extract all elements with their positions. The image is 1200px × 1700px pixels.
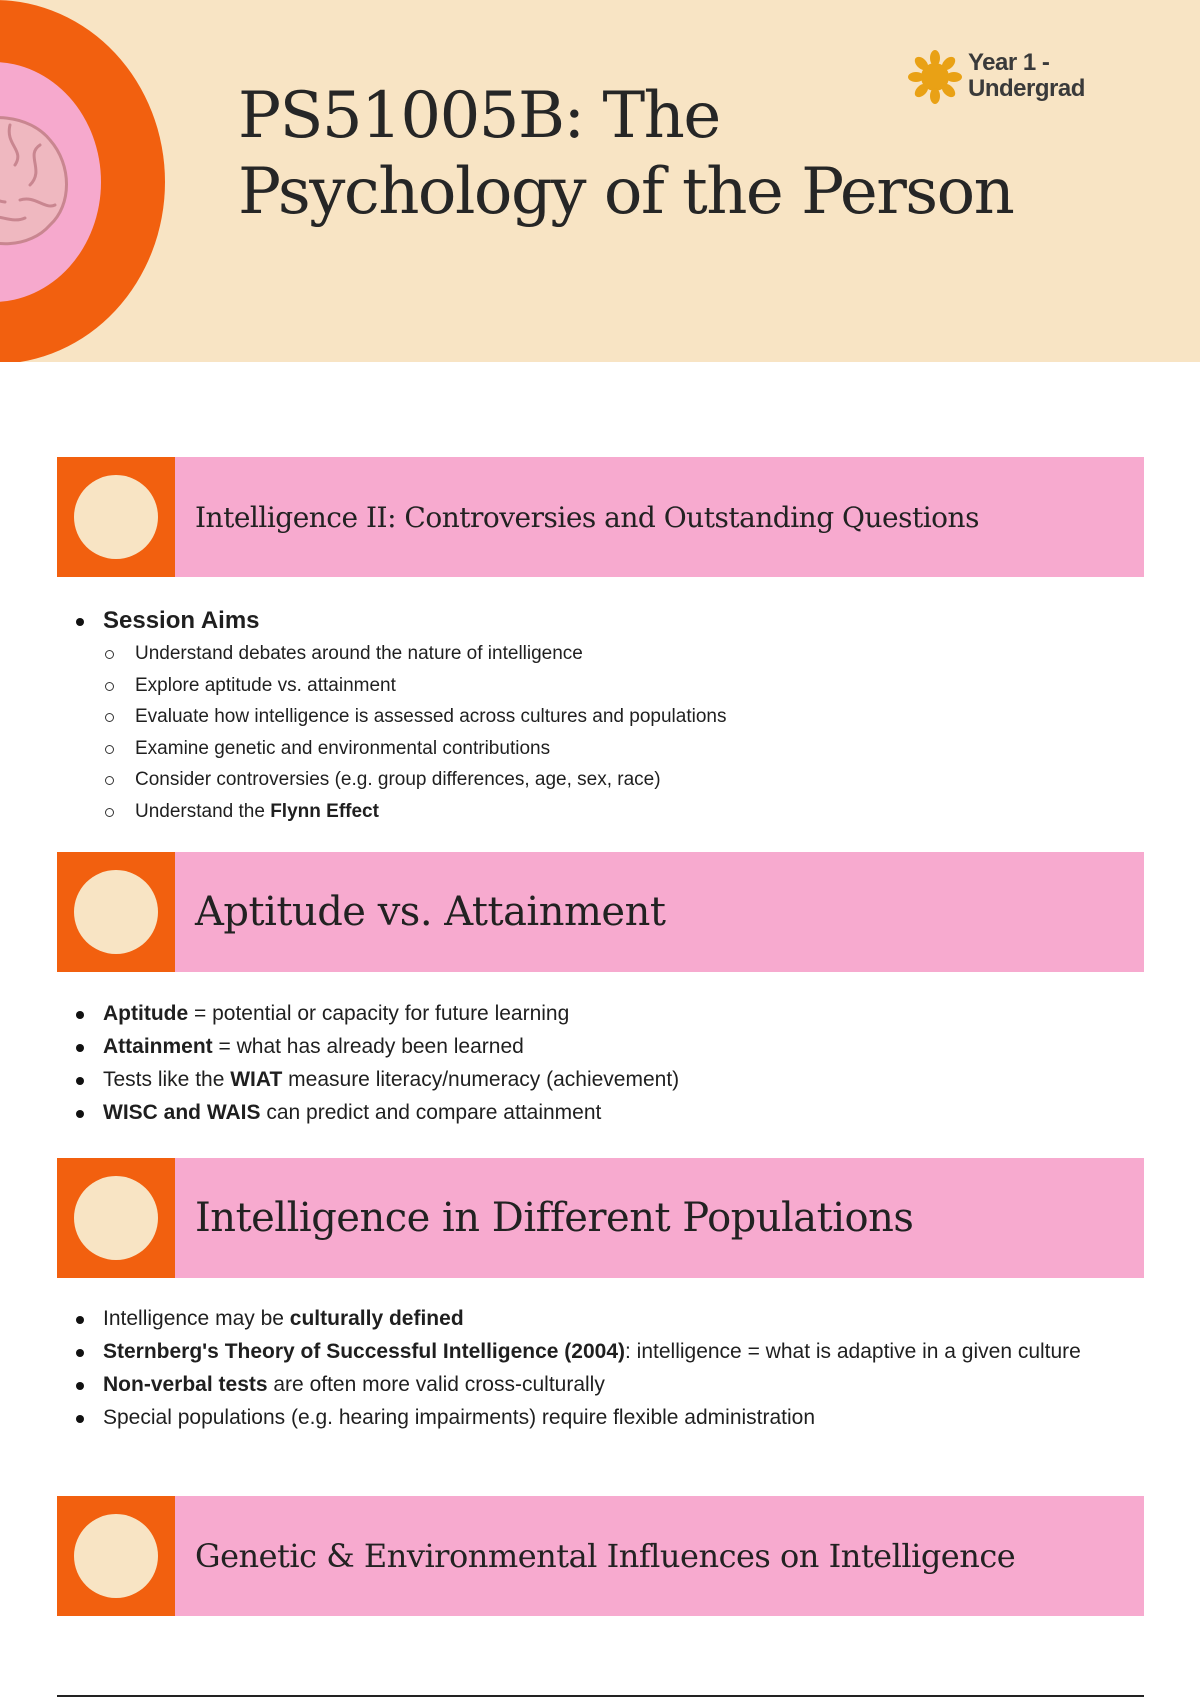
item-text: Intelligence may be [103,1307,290,1330]
item-text: are often more valid cross-culturally [267,1373,605,1396]
section-heading: Genetic & Environmental Influences on Intelligence [195,1537,1016,1575]
section-heading: Aptitude vs. Attainment [195,889,666,935]
populations-list [70,1302,1120,1434]
list-item [70,1063,1120,1096]
item-text: = what has already been learned [212,1035,524,1058]
list-item [70,1096,1120,1129]
list-item [103,796,1120,828]
item-bold: WISC and WAIS [103,1101,261,1124]
section-dot-icon [74,1514,158,1598]
badge-text [968,50,1118,102]
list-item [70,1030,1120,1063]
aptitude-list [70,997,1120,1129]
item-text: Tests like the [103,1068,231,1091]
item-bold: WIAT [230,1068,283,1091]
list-item [70,1368,1120,1401]
section-header-genetic [57,1496,1144,1616]
list-item: Explore aptitude vs. attainment [103,670,1120,702]
item-text: = potential or capacity for future learning [188,1002,570,1025]
session-aims-list [70,604,1120,827]
section-heading: Intelligence in Different Populations [195,1195,914,1241]
item-bold: culturally defined [289,1307,464,1330]
item-text: can predict and compare attainment [260,1101,602,1124]
session-aims-label: Session Aims [103,607,260,634]
section-header-intelligence-ii [57,457,1144,577]
list-item: Understand debates around the nature of intelligence [103,638,1120,670]
list-item: Evaluate how intelligence is assessed across cultures and populations [103,701,1120,733]
list-item: Consider controversies (e.g. group differences, age, sex, race) [103,764,1120,796]
footer-divider [57,1695,1144,1697]
year-badge [908,50,1118,104]
section-dot-icon [74,1176,158,1260]
section-header-populations [57,1158,1144,1278]
item-text: measure literacy/numeracy (achievement) [282,1068,680,1091]
list-item: Examine genetic and environmental contributions [103,733,1120,765]
item-bold: Attainment [103,1035,213,1058]
list-item [70,1302,1120,1335]
badge-line-2: Undergrad [968,75,1085,102]
item-text: Understand the [135,800,271,822]
section-dot-icon [74,475,158,559]
item-bold: Flynn Effect [270,800,379,822]
section-header-aptitude [57,852,1144,972]
item-text: : intelligence = what is adaptive in a given culture [625,1340,1081,1363]
title-line-1: PS51005B: The [238,79,720,153]
brain-icon [0,110,75,250]
list-item: Special populations (e.g. hearing impairments) require flexible administration [70,1401,1120,1434]
title-line-2: Psychology of the Person [238,155,1014,229]
section-dot-icon [74,870,158,954]
list-item [70,604,1120,827]
badge-line-1: Year 1 - [968,49,1050,76]
list-item [70,997,1120,1030]
section-heading: Intelligence II: Controversies and Outstanding Questions [195,500,979,534]
item-bold: Aptitude [103,1002,189,1025]
header-banner [0,0,1200,362]
aims-sublist [103,638,1120,827]
list-item [70,1335,1120,1368]
item-bold: Non-verbal tests [103,1373,268,1396]
sun-flower-icon [908,50,962,104]
item-bold: Sternberg's Theory of Successful Intelligence (2004) [103,1340,625,1363]
